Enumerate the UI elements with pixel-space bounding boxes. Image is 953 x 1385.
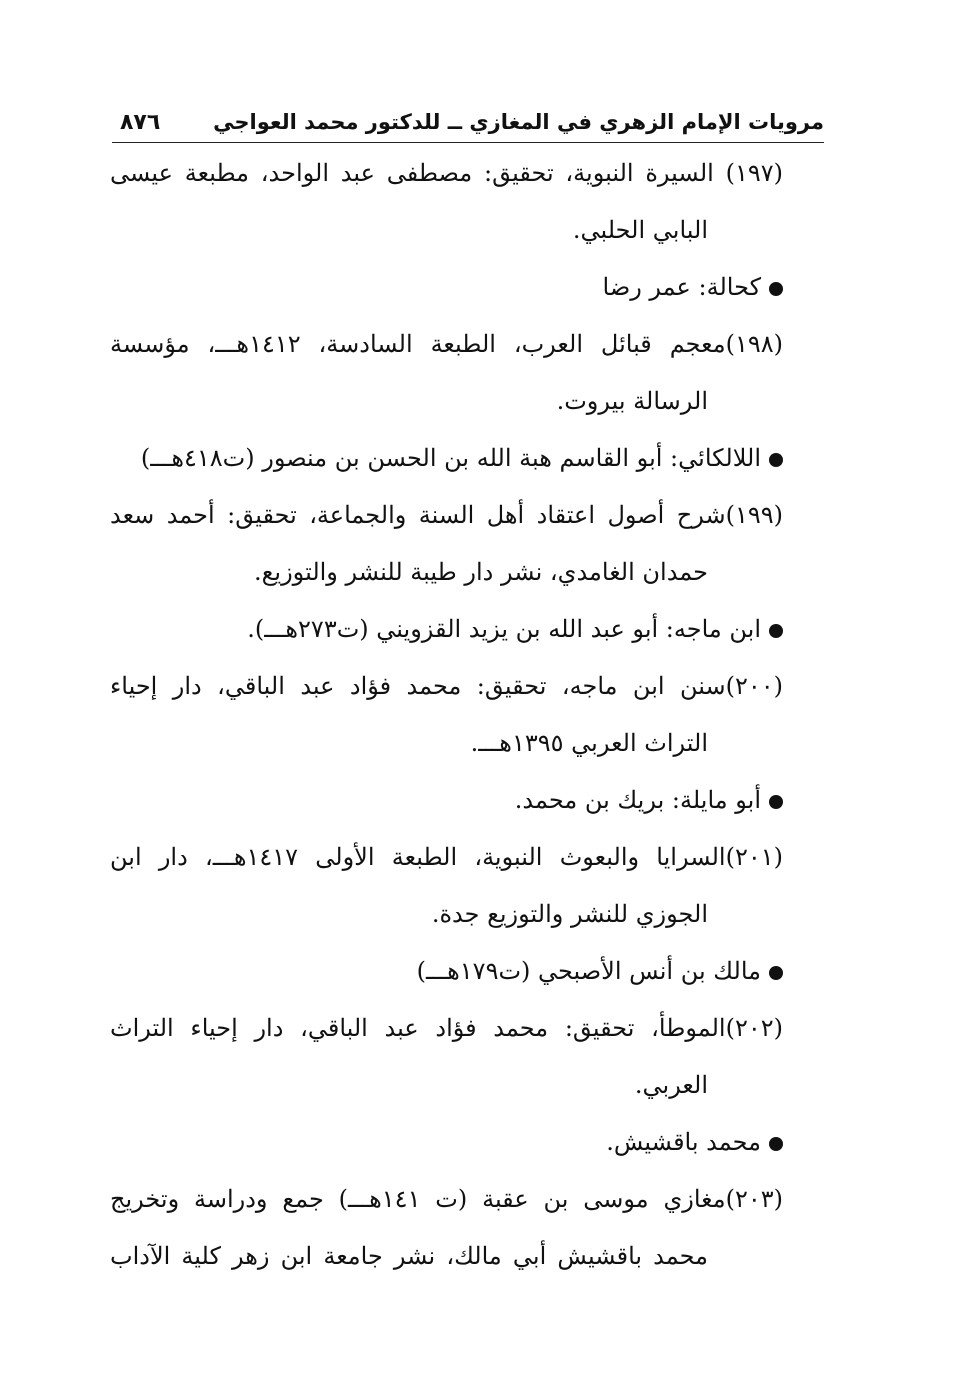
entry-202-line-2: العربي. [634, 1071, 708, 1099]
entry-200-line-2: التراث العربي ١٣٩٥هـــ. [470, 729, 708, 757]
entry-198-line-1: (١٩٨)معجم قبائل العرب، الطبعة السادسة، ١٤١٢هـــ، مؤسسة [110, 330, 784, 358]
entry-198-line-2: الرسالة بيروت. [556, 387, 708, 415]
entry-199-line-2: حمدان الغامدي، نشر دار طيبة للنشر والتوزيع. [254, 558, 708, 586]
author-ibn-majah-text: ابن ماجه: أبو عبد الله بن يزيد القزويني (ت٢٧٣هـــ). [247, 615, 761, 643]
running-title: مرويات الإمام الزهري في المغازي ــ للدكتور محمد العواجي [213, 110, 824, 134]
author-kahhala-text: كحالة: عمر رضا [602, 273, 761, 301]
page-header [112, 100, 824, 144]
bullet-icon [769, 1137, 783, 1151]
bullet-icon [769, 282, 783, 296]
author-abu-mayla [515, 783, 783, 817]
entry-201-line-1: (٢٠١)السرايا والبعوث النبوية، الطبعة الأولى ١٤١٧هـــ، دار ابن [110, 843, 783, 871]
author-malik-text: مالك بن أنس الأصبحي (ت١٧٩هـــ) [416, 957, 761, 985]
bullet-icon [769, 453, 783, 467]
author-lalakai-text: اللالكائي: أبو القاسم هبة الله بن الحسن بن منصور (ت٤١٨هـــ) [140, 444, 761, 472]
entry-197-line-2: البابي الحلبي. [572, 216, 708, 244]
entry-203-line-2: محمد باقشيش أبي مالك، نشر جامعة ابن زهر كلية الآداب [110, 1242, 708, 1270]
header-rule [112, 142, 824, 143]
bullet-icon [769, 624, 783, 638]
entry-200-line-1: (٢٠٠)سنن ابن ماجه، تحقيق: محمد فؤاد عبد الباقي، دار إحياء [110, 672, 783, 700]
author-baqshish [606, 1125, 783, 1159]
author-ibn-majah [247, 612, 783, 646]
author-lalakai [141, 441, 783, 475]
author-baqshish-text: محمد باقشيش. [606, 1128, 761, 1156]
entry-201-line-2: الجوزي للنشر والتوزيع جدة. [431, 900, 708, 928]
author-kahhala [603, 270, 783, 304]
entry-199-line-1: (١٩٩)شرح أصول اعتقاد أهل السنة والجماعة، تحقيق: أحمد سعد [110, 501, 783, 529]
bullet-icon [769, 795, 783, 809]
entry-202-line-1: (٢٠٢)الموطأ، تحقيق: محمد فؤاد عبد الباقي، دار إحياء التراث [110, 1014, 783, 1042]
bullet-icon [769, 966, 783, 980]
entry-203-line-1: (٢٠٣)مغازي موسى بن عقبة (ت ١٤١هـــ) جمع ودراسة وتخريج [110, 1185, 783, 1213]
author-malik [417, 954, 783, 988]
author-abu-mayla-text: أبو مايلة: بريك بن محمد. [514, 786, 761, 814]
entry-197-line-1: (١٩٧) السيرة النبوية، تحقيق: مصطفى عبد الواحد، مطبعة عيسى [110, 159, 783, 187]
page-number: ٨٧٦ [120, 110, 161, 135]
